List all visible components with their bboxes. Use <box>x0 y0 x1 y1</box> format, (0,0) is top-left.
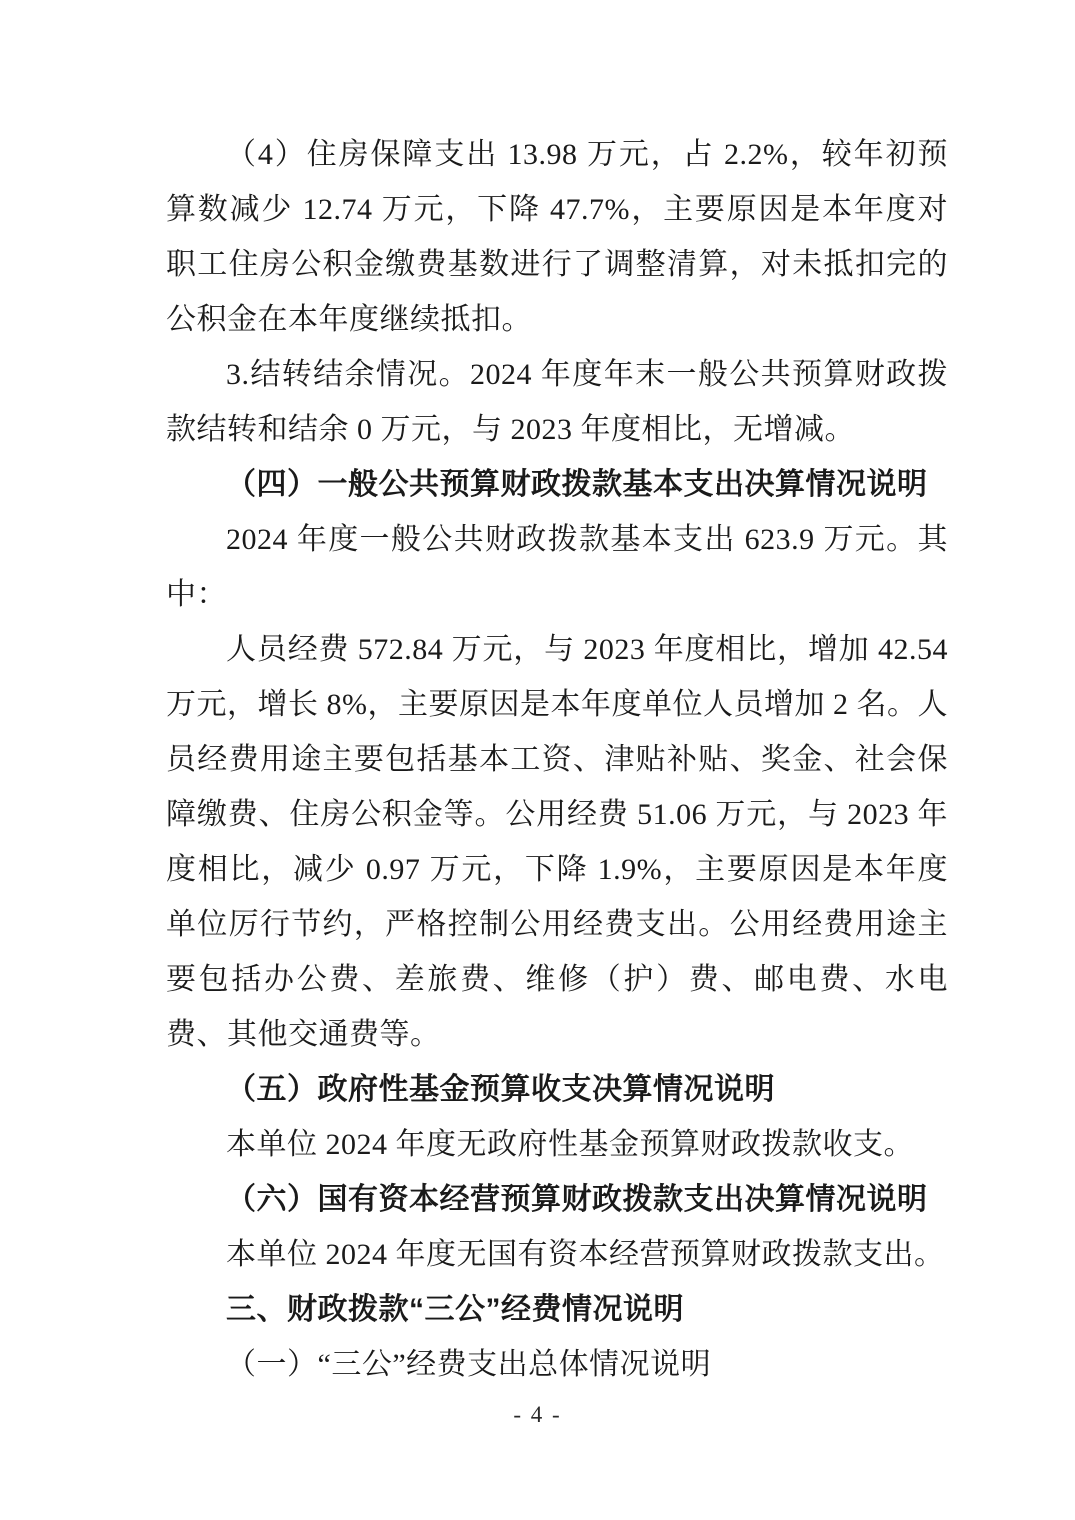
paragraph-no-state-capital-budget: 本单位 2024 年度无国有资本经营预算财政拨款支出。 <box>226 1238 945 1271</box>
page-number: - 4 - <box>513 1402 562 1427</box>
heading-section-five: （五）政府性基金预算收支决算情况说明 <box>226 1073 775 1106</box>
paragraph-personnel-and-public-funds: 人员经费 572.84 万元，与 2023 年度相比，增加 42.54 万元，增长 8%，主要原因是本年度单位人员增加 2 名。人员经费用途主要包括基本工资、津贴补贴、奖金、社会保障缴费、住房公积金等。公用经费 51.06 万元，与 2023 年度相比，减少 0.97 万元，下降 1.9%，主要原因是本年度单位厉行节约，严格控制公用经费支出。公用经费用途主要包括办公费、差旅费、维修（护）费、邮电费、水电费、其他交通费等。 <box>166 633 948 1051</box>
paragraph-housing-support-expenditure: （4）住房保障支出 13.98 万元，占 2.2%，较年初预算数减少 12.74 万元，下降 47.7%，主要原因是本年度对职工住房公积金缴费基数进行了调整清算，对未抵扣完的公积金在本年度继续抵扣。 <box>166 138 948 336</box>
heading-part-three-sangong-funds: 三、财政拨款“三公”经费情况说明 <box>226 1293 684 1326</box>
heading-section-four: （四）一般公共预算财政拨款基本支出决算情况说明 <box>226 468 928 501</box>
heading-section-six: （六）国有资本经营预算财政拨款支出决算情况说明 <box>226 1183 928 1216</box>
paragraph-no-government-fund-budget: 本单位 2024 年度无政府性基金预算财政拨款收支。 <box>226 1128 914 1161</box>
heading-subsection-one-sangong-overview: （一）“三公”经费支出总体情况说明 <box>226 1348 712 1381</box>
paragraph-basic-expenditure-total: 2024 年度一般公共财政拨款基本支出 623.9 万元。其中： <box>166 523 948 611</box>
document-body <box>166 127 948 1392</box>
paragraph-carryover-balance: 3.结转结余情况。2024 年度年末一般公共预算财政拨款结转和结余 0 万元，与 2023 年度相比，无增减。 <box>166 358 948 446</box>
